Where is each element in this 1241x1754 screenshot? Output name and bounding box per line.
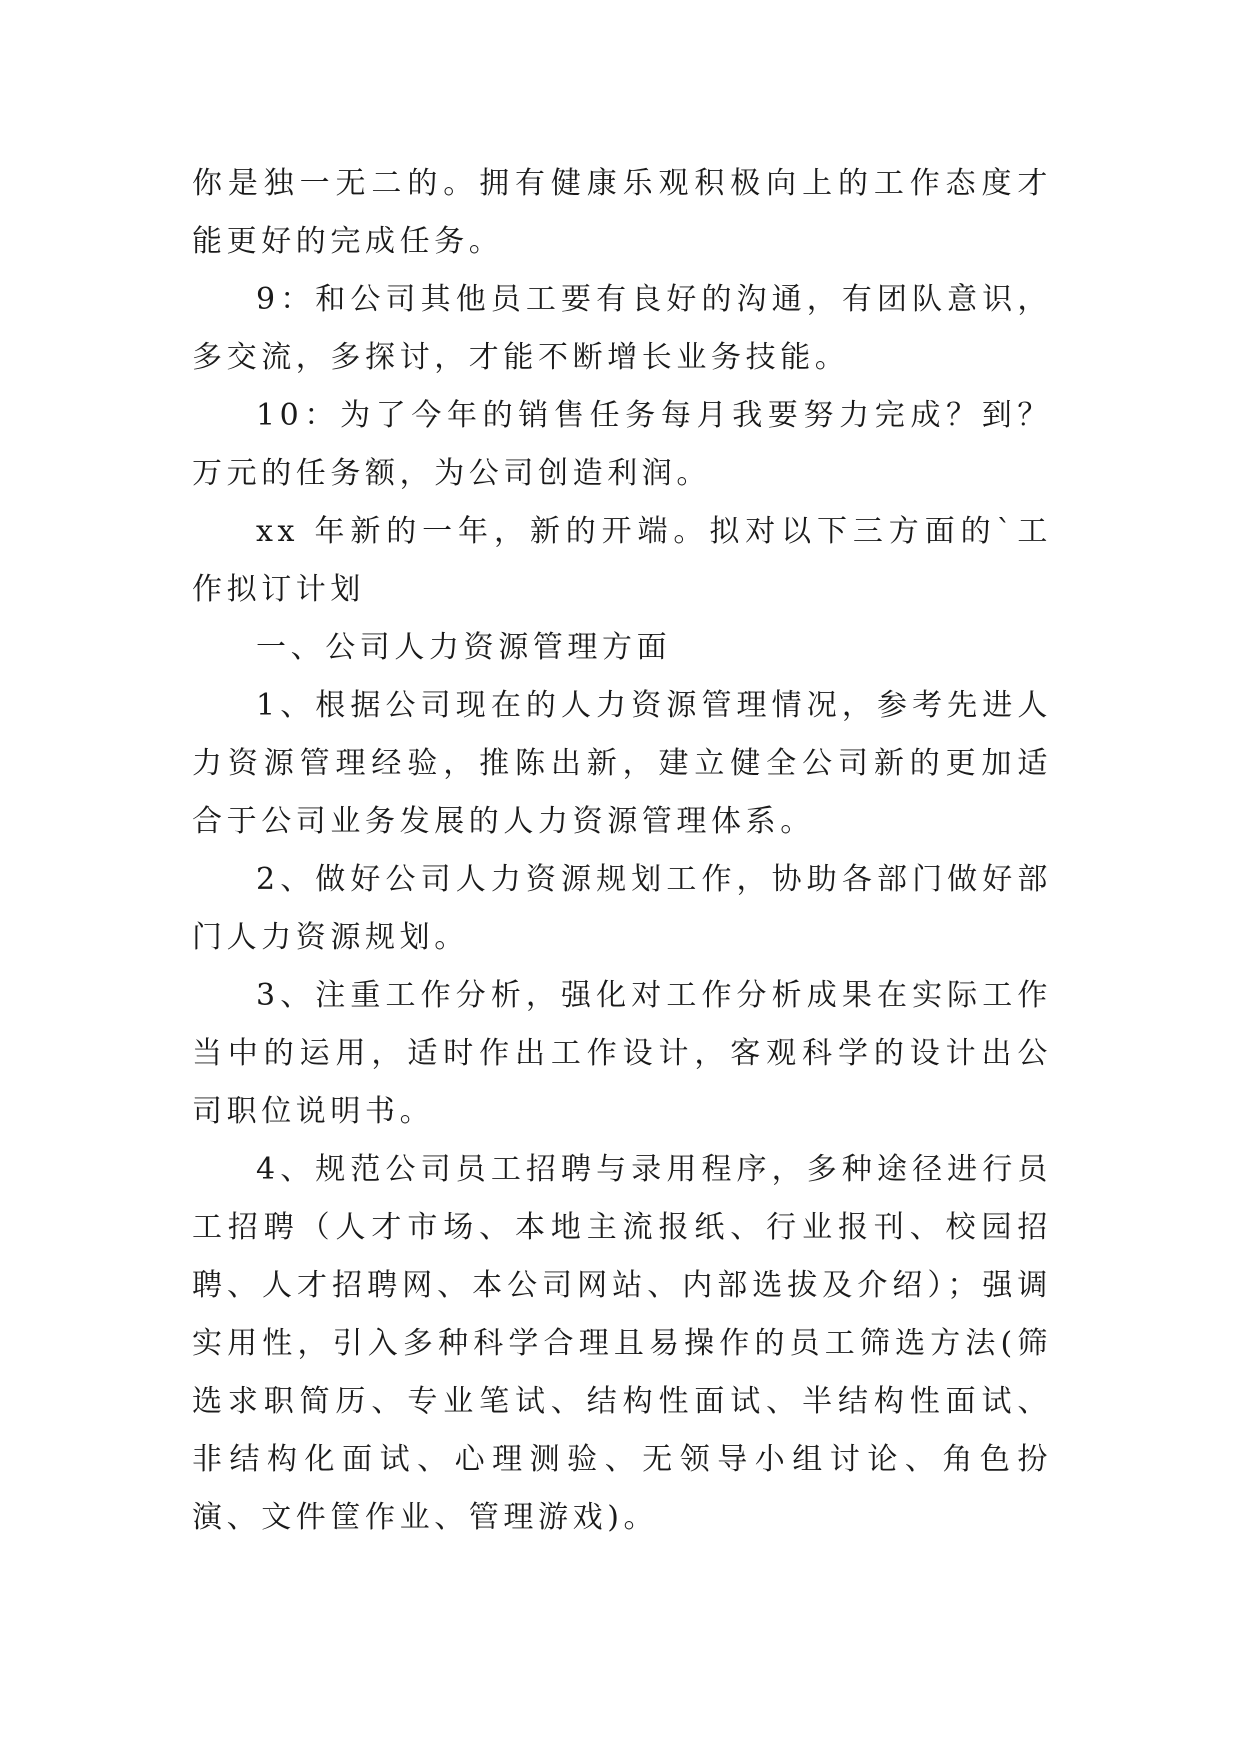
paragraph-hr-item-1: 1、根据公司现在的人力资源管理情况，参考先进人力资源管理经验，推陈出新，建立健全公司新的更加适合于公司业务发展的人力资源管理体系。 <box>192 688 1052 839</box>
paragraph-hr-item-4: 4、规范公司员工招聘与录用程序，多种途径进行员工招聘（人才市场、本地主流报纸、行业报刊、校园招聘、人才招聘网、本公司网站、内部选拔及介绍）；强调实用性，引入多种科学合理且易操作的员工筛选方法(筛选求职简历、专业笔试、结构性面试、半结构性面试、非结构化面试、心理测验、无领导小组讨论、角色扮演、文件筐作业、管理游戏)。 <box>192 1152 1052 1535</box>
paragraph-item-10: 10：为了今年的销售任务每月我要努力完成？到？万元的任务额，为公司创造利润。 <box>192 398 1052 491</box>
paragraph-item-9: 9：和公司其他员工要有良好的沟通，有团队意识，多交流，多探讨，才能不断增长业务技能。 <box>192 282 1052 375</box>
paragraph-new-year-plan: xx 年新的一年，新的开端。拟对以下三方面的`工作拟订计划 <box>192 514 1052 607</box>
document-body <box>192 155 1052 1547</box>
paragraph-hr-item-2: 2、做好公司人力资源规划工作，协助各部门做好部门人力资源规划。 <box>192 862 1052 955</box>
paragraph-intro-continuation: 你是独一无二的。拥有健康乐观积极向上的工作态度才能更好的完成任务。 <box>192 166 1052 259</box>
section-heading-hr-management: 一、公司人力资源管理方面 <box>256 630 672 665</box>
paragraph-hr-item-3: 3、注重工作分析，强化对工作分析成果在实际工作当中的运用，适时作出工作设计，客观科学的设计出公司职位说明书。 <box>192 978 1052 1129</box>
